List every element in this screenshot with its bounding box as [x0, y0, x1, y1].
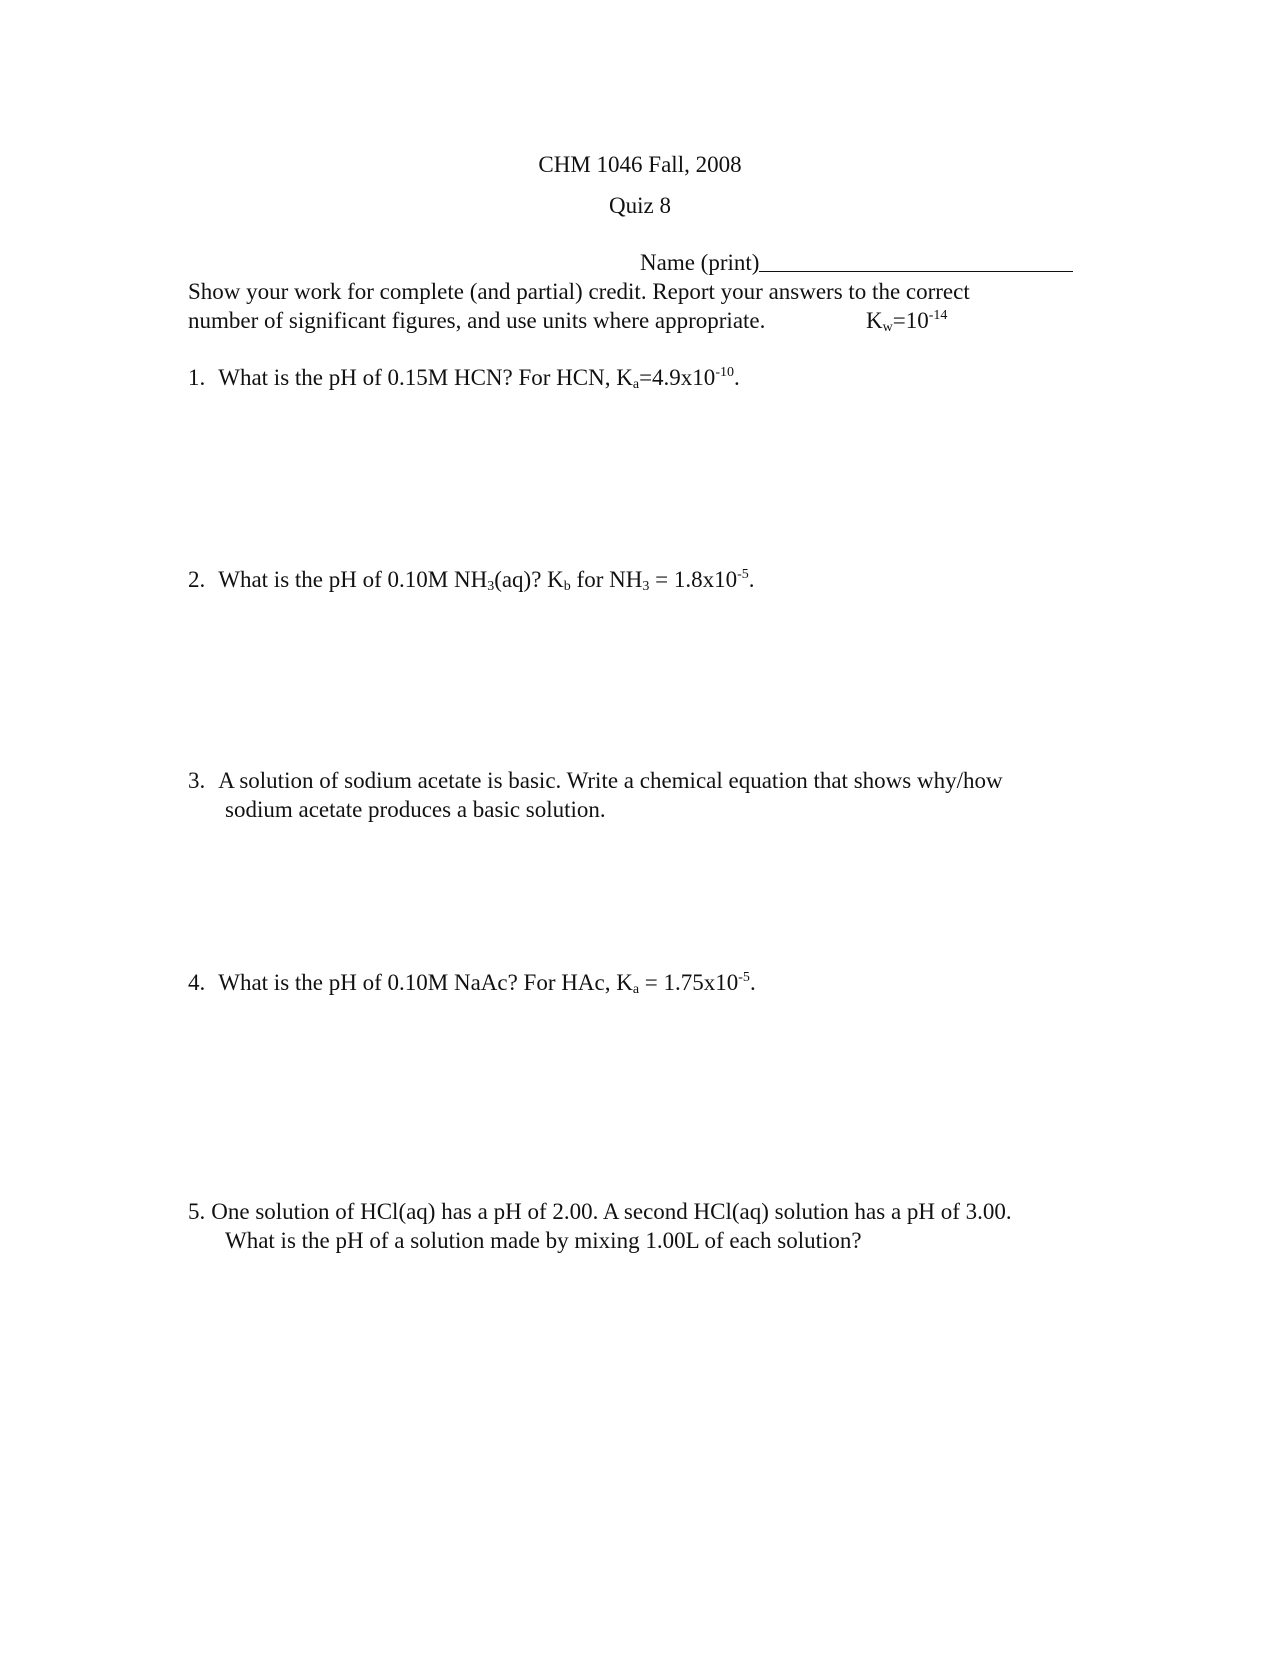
question-2 — [188, 567, 755, 593]
question-text-end: . — [748, 567, 755, 592]
question-text-2: (aq)? K — [494, 567, 564, 592]
question-text: What is the pH of 0.10M NaAc? For HAc, K — [218, 970, 633, 995]
question-number: 4. — [188, 970, 206, 995]
ka-sub: a — [632, 377, 640, 392]
question-3 — [188, 768, 1003, 794]
ka-sub: a — [632, 982, 640, 997]
question-text-value: =4.9x10 — [639, 365, 716, 390]
name-label: Name (print) — [640, 250, 760, 275]
question-text: What is the pH of 0.10M NH — [218, 567, 488, 592]
question-number: 5. — [188, 1199, 206, 1224]
course-title: CHM 1046 Fall, 2008 — [538, 152, 742, 177]
quiz-title: Quiz 8 — [609, 193, 671, 218]
exponent: -10 — [715, 365, 734, 380]
question-text: What is the pH of 0.15M HCN? For HCN, K — [218, 365, 633, 390]
question-5 — [188, 1199, 1012, 1225]
name-field — [640, 250, 1073, 276]
instructions-line-2: number of significant figures, and use units where appropriate. — [188, 308, 766, 333]
question-number: 3. — [188, 768, 206, 793]
question-text-3: for NH — [570, 567, 643, 592]
question-text-end: . — [749, 970, 756, 995]
exponent: -5 — [737, 567, 749, 582]
nh3-sub-2: 3 — [642, 579, 650, 594]
name-blank-line — [759, 251, 1073, 272]
kw-sub: w — [882, 320, 893, 335]
question-3-line-2: sodium acetate produces a basic solution. — [225, 797, 606, 822]
kb-sub: b — [563, 579, 571, 594]
question-text-end: . — [733, 365, 740, 390]
exponent: -5 — [738, 970, 750, 985]
question-text: One solution of HCl(aq) has a pH of 2.00. A second HCl(aq) solution has a pH of 3.00. — [211, 1199, 1012, 1224]
question-text-value: = 1.75x10 — [639, 970, 739, 995]
kw-eq: =10 — [892, 308, 929, 333]
question-1 — [188, 365, 740, 391]
kw-constant — [866, 308, 947, 334]
instructions-line-1: Show your work for complete (and partial) credit. Report your answers to the correct — [188, 279, 970, 304]
question-text: A solution of sodium acetate is basic. Write a chemical equation that shows why/how — [218, 768, 1003, 793]
nh3-sub: 3 — [487, 579, 495, 594]
question-4 — [188, 970, 756, 996]
question-text-4: = 1.8x10 — [649, 567, 738, 592]
kw-k: K — [866, 308, 883, 333]
question-number: 2. — [188, 567, 206, 592]
question-number: 1. — [188, 365, 206, 390]
kw-exp: -14 — [928, 308, 948, 323]
question-5-line-2: What is the pH of a solution made by mixing 1.00L of each solution? — [225, 1228, 862, 1253]
